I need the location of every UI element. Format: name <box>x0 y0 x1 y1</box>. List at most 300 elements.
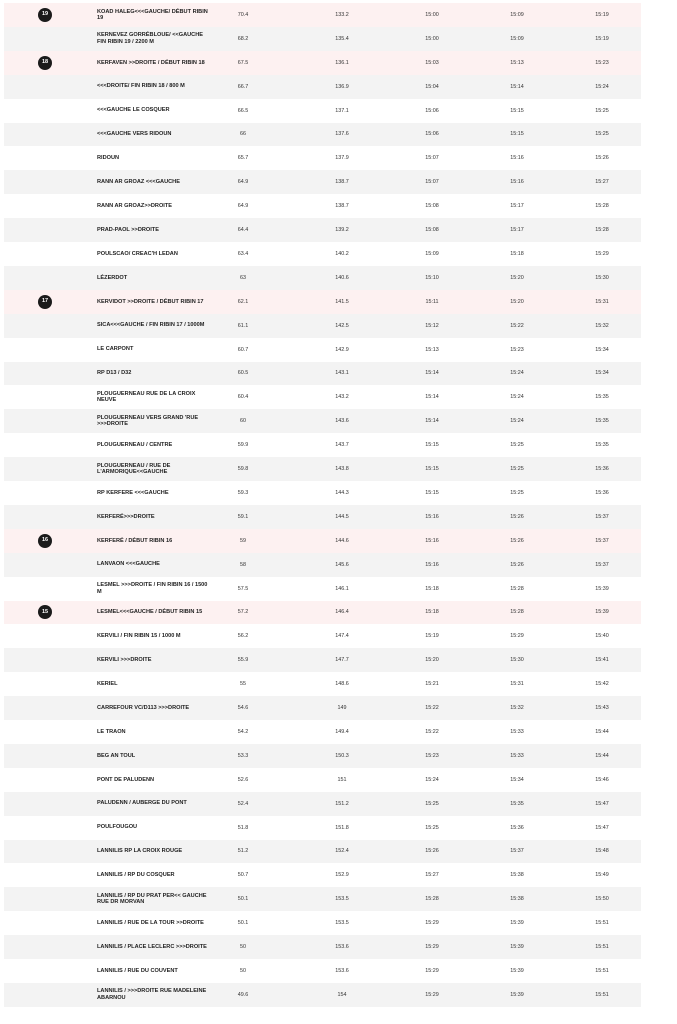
time-2-cell: 15:22 <box>510 322 524 329</box>
ribin-badge-cell <box>36 290 54 314</box>
ribin-badge: 15 <box>38 605 52 619</box>
time-2-cell: 15:29 <box>510 633 524 640</box>
table-row <box>4 792 641 816</box>
time-2-cell: 15:38 <box>510 896 524 903</box>
km-remaining-cell: 50.1 <box>237 896 249 903</box>
ribin-badge: 17 <box>38 295 52 309</box>
table-row <box>4 146 641 170</box>
km-remaining-cell: 60 <box>240 418 246 425</box>
table-row <box>4 577 641 601</box>
time-2-cell: 15:28 <box>510 585 524 592</box>
place-cell: LANNILIS / RUE DE LA TOUR >>DROITE <box>97 919 204 926</box>
km-covered-cell: 152.9 <box>335 872 349 879</box>
km-covered-cell: 136.9 <box>335 83 349 90</box>
km-covered-cell: 137.6 <box>335 131 349 138</box>
table-row <box>4 194 641 218</box>
place-cell: LANNILIS / >>>DROITE RUE MADELEINE ABARNOU <box>97 988 207 1001</box>
ribin-badge-cell <box>36 314 54 338</box>
km-covered-cell: 144.5 <box>335 513 349 520</box>
table-row <box>4 409 641 433</box>
time-3-cell: 15:50 <box>595 896 609 903</box>
km-remaining-cell: 51.8 <box>237 824 249 831</box>
time-1-cell: 15:22 <box>425 728 439 735</box>
ribin-badge-cell <box>36 75 54 99</box>
table-row <box>4 362 641 386</box>
km-covered-cell: 140.2 <box>335 250 349 257</box>
time-3-cell: 15:25 <box>595 131 609 138</box>
km-remaining-cell: 57.2 <box>237 609 249 616</box>
time-1-cell: 15:28 <box>425 896 439 903</box>
place-cell: KERFERÉ / DÉBUT RIBIN 16 <box>97 537 173 544</box>
km-remaining-cell: 70.4 <box>237 11 249 18</box>
km-remaining-cell: 59.3 <box>237 489 249 496</box>
time-1-cell: 15:08 <box>425 203 439 210</box>
table-row <box>4 290 641 314</box>
km-remaining-cell: 56.2 <box>237 633 249 640</box>
km-remaining-cell: 58 <box>240 561 246 568</box>
ribin-badge-cell <box>36 362 54 386</box>
time-1-cell: 15:25 <box>425 824 439 831</box>
time-1-cell: 15:20 <box>425 657 439 664</box>
time-3-cell: 15:36 <box>595 466 609 473</box>
km-remaining-cell: 61.1 <box>237 322 249 329</box>
time-3-cell: 15:48 <box>595 848 609 855</box>
ribin-badge-cell <box>36 577 54 601</box>
km-covered-cell: 138.7 <box>335 203 349 210</box>
time-2-cell: 15:25 <box>510 489 524 496</box>
km-covered-cell: 139.2 <box>335 227 349 234</box>
time-2-cell: 15:14 <box>510 83 524 90</box>
km-remaining-cell: 59.8 <box>237 466 249 473</box>
ribin-badge-cell <box>36 648 54 672</box>
time-1-cell: 15:07 <box>425 155 439 162</box>
table-row <box>4 123 641 147</box>
km-covered-cell: 144.3 <box>335 489 349 496</box>
time-2-cell: 15:15 <box>510 107 524 114</box>
time-3-cell: 15:47 <box>595 824 609 831</box>
time-1-cell: 15:27 <box>425 872 439 879</box>
time-3-cell: 15:37 <box>595 537 609 544</box>
time-3-cell: 15:35 <box>595 418 609 425</box>
place-cell: PONT DE PALUDENN <box>97 776 155 783</box>
ribin-badge-cell <box>36 624 54 648</box>
time-3-cell: 15:51 <box>595 920 609 927</box>
table-row <box>4 266 641 290</box>
place-cell: <<<GAUCHE LE COSQUER <box>97 107 170 114</box>
km-covered-cell: 143.1 <box>335 370 349 377</box>
km-remaining-cell: 57.5 <box>237 585 249 592</box>
table-row <box>4 601 641 625</box>
place-cell: LANNILIS / PLACE LECLERC >>>DROITE <box>97 943 207 950</box>
table-row <box>4 3 641 27</box>
km-remaining-cell: 65.7 <box>237 155 249 162</box>
time-3-cell: 15:30 <box>595 274 609 281</box>
ribin-badge-cell <box>36 768 54 792</box>
km-covered-cell: 152.4 <box>335 848 349 855</box>
time-3-cell: 15:26 <box>595 155 609 162</box>
place-cell: PALUDENN / AUBERGE DU PONT <box>97 800 187 807</box>
time-2-cell: 15:39 <box>510 967 524 974</box>
km-remaining-cell: 66.7 <box>237 83 249 90</box>
time-1-cell: 15:14 <box>425 394 439 401</box>
time-3-cell: 15:19 <box>595 35 609 42</box>
table-row <box>4 433 641 457</box>
ribin-badge-cell <box>36 911 54 935</box>
ribin-badge-cell <box>36 194 54 218</box>
km-remaining-cell: 60.4 <box>237 394 249 401</box>
time-1-cell: 15:14 <box>425 418 439 425</box>
km-remaining-cell: 60.5 <box>237 370 249 377</box>
km-covered-cell: 146.4 <box>335 609 349 616</box>
place-cell: LANNILIS RP LA CROIX ROUGE <box>97 848 183 855</box>
ribin-badge-cell <box>36 887 54 911</box>
ribin-badge-cell <box>36 553 54 577</box>
table-row <box>4 672 641 696</box>
time-2-cell: 15:28 <box>510 609 524 616</box>
km-remaining-cell: 50.1 <box>237 920 249 927</box>
time-1-cell: 15:18 <box>425 585 439 592</box>
table-row <box>4 768 641 792</box>
km-remaining-cell: 52.6 <box>237 776 249 783</box>
ribin-badge-cell <box>36 433 54 457</box>
km-covered-cell: 151 <box>337 776 347 783</box>
time-1-cell: 15:15 <box>425 489 439 496</box>
km-remaining-cell: 64.9 <box>237 179 249 186</box>
ribin-badge-cell <box>36 935 54 959</box>
km-covered-cell: 143.8 <box>335 466 349 473</box>
time-1-cell: 15:03 <box>425 59 439 66</box>
time-3-cell: 15:39 <box>595 585 609 592</box>
time-3-cell: 15:51 <box>595 991 609 998</box>
table-row <box>4 816 641 840</box>
time-2-cell: 15:09 <box>510 11 524 18</box>
km-remaining-cell: 67.5 <box>237 59 249 66</box>
time-1-cell: 15:26 <box>425 848 439 855</box>
time-3-cell: 15:43 <box>595 705 609 712</box>
km-covered-cell: 135.4 <box>335 35 349 42</box>
km-covered-cell: 153.6 <box>335 944 349 951</box>
time-3-cell: 15:46 <box>595 776 609 783</box>
km-remaining-cell: 50 <box>240 967 246 974</box>
time-2-cell: 15:23 <box>510 346 524 353</box>
ribin-badge: 16 <box>38 534 52 548</box>
time-2-cell: 15:09 <box>510 35 524 42</box>
time-3-cell: 15:31 <box>595 298 609 305</box>
table-row <box>4 887 641 911</box>
time-1-cell: 15:29 <box>425 991 439 998</box>
km-remaining-cell: 54.6 <box>237 705 249 712</box>
place-cell: PLOUGUERNEAU / RUE DE L'ARMORIQUE<<GAUCHE <box>97 462 171 476</box>
time-3-cell: 15:34 <box>595 346 609 353</box>
time-3-cell: 15:37 <box>595 561 609 568</box>
time-3-cell: 15:32 <box>595 322 609 329</box>
time-3-cell: 15:47 <box>595 800 609 807</box>
time-1-cell: 15:29 <box>425 967 439 974</box>
km-remaining-cell: 68.2 <box>237 35 249 42</box>
time-2-cell: 15:20 <box>510 274 524 281</box>
time-3-cell: 15:28 <box>595 227 609 234</box>
ribin-badge-cell <box>36 27 54 51</box>
km-covered-cell: 149.4 <box>335 728 349 735</box>
ribin-badge-cell <box>36 696 54 720</box>
km-remaining-cell: 53.3 <box>237 752 249 759</box>
km-remaining-cell: 52.4 <box>237 800 249 807</box>
place-cell: PLOUGUERNEAU RUE DE LA CROIX NEUVE <box>97 390 196 404</box>
ribin-badge-cell <box>36 266 54 290</box>
time-2-cell: 15:24 <box>510 418 524 425</box>
time-3-cell: 15:29 <box>595 250 609 257</box>
place-cell: SICA<<<GAUCHE / FIN RIBIN 17 / 1000M <box>97 322 205 329</box>
time-1-cell: 15:15 <box>425 442 439 449</box>
time-2-cell: 15:16 <box>510 155 524 162</box>
time-1-cell: 15:16 <box>425 561 439 568</box>
km-covered-cell: 137.1 <box>335 107 349 114</box>
time-2-cell: 15:17 <box>510 203 524 210</box>
place-cell: CARREFOUR VC/D113 >>>DROITE <box>97 704 190 711</box>
time-1-cell: 15:12 <box>425 322 439 329</box>
km-remaining-cell: 59.9 <box>237 442 249 449</box>
table-row <box>4 624 641 648</box>
ribin-badge: 19 <box>38 8 52 22</box>
km-remaining-cell: 49.6 <box>237 991 249 998</box>
time-2-cell: 15:24 <box>510 370 524 377</box>
km-covered-cell: 136.1 <box>335 59 349 66</box>
km-remaining-cell: 55.9 <box>237 657 249 664</box>
time-1-cell: 15:24 <box>425 776 439 783</box>
time-3-cell: 15:27 <box>595 179 609 186</box>
km-covered-cell: 138.7 <box>335 179 349 186</box>
time-2-cell: 15:24 <box>510 394 524 401</box>
time-1-cell: 15:22 <box>425 705 439 712</box>
time-2-cell: 15:35 <box>510 800 524 807</box>
km-covered-cell: 148.6 <box>335 681 349 688</box>
km-covered-cell: 150.3 <box>335 752 349 759</box>
km-remaining-cell: 51.2 <box>237 848 249 855</box>
table-row <box>4 935 641 959</box>
ribin-badge-cell <box>36 3 54 27</box>
km-remaining-cell: 60.7 <box>237 346 249 353</box>
ribin-badge-cell <box>36 744 54 768</box>
km-remaining-cell: 55 <box>240 681 246 688</box>
km-covered-cell: 144.6 <box>335 537 349 544</box>
km-remaining-cell: 59.1 <box>237 513 249 520</box>
ribin-badge-cell <box>36 720 54 744</box>
ribin-badge-cell <box>36 505 54 529</box>
km-remaining-cell: 50 <box>240 944 246 951</box>
place-cell: PLOUGUERNEAU VERS GRAND 'RUE >>>DROITE <box>97 414 199 428</box>
ribin-badge-cell <box>36 99 54 123</box>
ribin-badge-cell <box>36 481 54 505</box>
table-row <box>4 648 641 672</box>
table-row <box>4 99 641 123</box>
place-cell: RP D13 / D32 <box>97 370 132 377</box>
table-row <box>4 529 641 553</box>
table-row <box>4 553 641 577</box>
ribin-badge-cell <box>36 816 54 840</box>
ribin-badge-cell <box>36 385 54 409</box>
km-covered-cell: 147.7 <box>335 657 349 664</box>
time-2-cell: 15:30 <box>510 657 524 664</box>
ribin-badge-cell <box>36 242 54 266</box>
ribin-badge-cell <box>36 409 54 433</box>
place-cell: LANVAON <<<GAUCHE <box>97 561 160 568</box>
place-cell: LE CARPONT <box>97 346 134 353</box>
time-1-cell: 15:21 <box>425 681 439 688</box>
km-remaining-cell: 50.7 <box>237 872 249 879</box>
table-row <box>4 505 641 529</box>
table-row <box>4 27 641 51</box>
km-remaining-cell: 64.4 <box>237 227 249 234</box>
km-covered-cell: 147.4 <box>335 633 349 640</box>
place-cell: RIDOUN <box>97 155 120 162</box>
table-row <box>4 983 641 1007</box>
time-2-cell: 15:39 <box>510 944 524 951</box>
time-1-cell: 15:11 <box>425 298 439 305</box>
km-covered-cell: 143.6 <box>335 418 349 425</box>
place-cell: KERFAVEN >>DROITE / DÉBUT RIBIN 18 <box>97 59 205 66</box>
time-1-cell: 15:16 <box>425 537 439 544</box>
km-covered-cell: 154 <box>337 991 347 998</box>
time-1-cell: 15:23 <box>425 752 439 759</box>
time-1-cell: 15:16 <box>425 513 439 520</box>
time-2-cell: 15:38 <box>510 872 524 879</box>
time-1-cell: 15:15 <box>425 466 439 473</box>
km-covered-cell: 142.5 <box>335 322 349 329</box>
time-2-cell: 15:16 <box>510 179 524 186</box>
place-cell: RANN AR GROAZ>>DROITE <box>97 202 173 209</box>
km-remaining-cell: 66.5 <box>237 107 249 114</box>
time-1-cell: 15:10 <box>425 274 439 281</box>
ribin-badge-cell <box>36 123 54 147</box>
place-cell: LÉZERDOT <box>97 274 128 281</box>
table-row <box>4 242 641 266</box>
time-1-cell: 15:19 <box>425 633 439 640</box>
ribin-badge-cell <box>36 146 54 170</box>
place-cell: PRAD-PAOL >>DROITE <box>97 226 159 233</box>
km-remaining-cell: 66 <box>240 131 246 138</box>
table-row <box>4 338 641 362</box>
table-row <box>4 170 641 194</box>
km-covered-cell: 133.2 <box>335 11 349 18</box>
time-1-cell: 15:29 <box>425 920 439 927</box>
time-3-cell: 15:41 <box>595 657 609 664</box>
place-cell: RP KERFERE <<<GAUCHE <box>97 489 169 496</box>
time-3-cell: 15:19 <box>595 11 609 18</box>
table-row <box>4 218 641 242</box>
time-3-cell: 15:36 <box>595 489 609 496</box>
ribin-badge-cell <box>36 601 54 625</box>
km-remaining-cell: 54.2 <box>237 728 249 735</box>
ribin-badge-cell <box>36 338 54 362</box>
ribin-badge-cell <box>36 959 54 983</box>
time-1-cell: 15:00 <box>425 35 439 42</box>
ribin-badge: 18 <box>38 56 52 70</box>
time-1-cell: 15:14 <box>425 370 439 377</box>
km-covered-cell: 146.1 <box>335 585 349 592</box>
table-row <box>4 481 641 505</box>
place-cell: RANN AR GROAZ <<<GAUCHE <box>97 179 180 186</box>
table-row <box>4 720 641 744</box>
place-cell: POULSCAO/ CREAC'H LEDAN <box>97 250 178 257</box>
table-row <box>4 959 641 983</box>
place-cell: PLOUGUERNEAU / CENTRE <box>97 441 173 448</box>
time-3-cell: 15:37 <box>595 513 609 520</box>
place-cell: <<<DROITE/ FIN RIBIN 18 / 800 M <box>97 83 185 90</box>
km-covered-cell: 151.2 <box>335 800 349 807</box>
table-row <box>4 51 641 75</box>
time-3-cell: 15:51 <box>595 944 609 951</box>
place-cell: KERVILI / FIN RIBIN 15 / 1000 M <box>97 633 181 640</box>
km-covered-cell: 153.5 <box>335 920 349 927</box>
time-1-cell: 15:00 <box>425 11 439 18</box>
table-row <box>4 744 641 768</box>
ribin-badge-cell <box>36 457 54 481</box>
ribin-badge-cell <box>36 672 54 696</box>
place-cell: LESMEL >>>DROITE / FIN RIBIN 16 / 1500 M <box>97 582 208 595</box>
time-3-cell: 15:23 <box>595 59 609 66</box>
time-2-cell: 15:34 <box>510 776 524 783</box>
time-3-cell: 15:44 <box>595 752 609 759</box>
km-covered-cell: 143.2 <box>335 394 349 401</box>
place-cell: KERFERÉ>>>DROITE <box>97 513 155 520</box>
place-cell: KERVIDOT >>DROITE / DÉBUT RIBIN 17 <box>97 298 204 305</box>
place-cell: KERNEVEZ GORRÉBLOUE/ <<GAUCHE FIN RIBIN 19 / 2200 M <box>97 32 203 45</box>
time-1-cell: 15:18 <box>425 609 439 616</box>
km-remaining-cell: 64.9 <box>237 203 249 210</box>
km-remaining-cell: 63.4 <box>237 250 249 257</box>
place-cell: LESMEL<<<GAUCHE / DÉBUT RIBIN 15 <box>97 609 203 616</box>
place-cell: BEG AN TOUL <box>97 752 136 759</box>
time-2-cell: 15:32 <box>510 705 524 712</box>
time-1-cell: 15:13 <box>425 346 439 353</box>
time-2-cell: 15:33 <box>510 752 524 759</box>
ribin-badge-cell <box>36 983 54 1007</box>
time-2-cell: 15:25 <box>510 466 524 473</box>
time-1-cell: 15:06 <box>425 131 439 138</box>
ribin-badge-cell <box>36 170 54 194</box>
time-2-cell: 15:26 <box>510 537 524 544</box>
km-covered-cell: 141.5 <box>335 298 349 305</box>
time-2-cell: 15:20 <box>510 298 524 305</box>
time-2-cell: 15:37 <box>510 848 524 855</box>
time-2-cell: 15:26 <box>510 513 524 520</box>
time-2-cell: 15:17 <box>510 227 524 234</box>
km-covered-cell: 149 <box>337 705 347 712</box>
time-3-cell: 15:28 <box>595 203 609 210</box>
place-cell: KOAD HALEG<<<GAUCHE/ DÉBUT RIBIN 19 <box>97 8 208 21</box>
place-cell: LE TRAON <box>97 728 126 735</box>
time-2-cell: 15:36 <box>510 824 524 831</box>
ribin-badge-cell <box>36 840 54 864</box>
time-3-cell: 15:25 <box>595 107 609 114</box>
ribin-badge-cell <box>36 529 54 553</box>
km-remaining-cell: 59 <box>240 537 246 544</box>
table-row <box>4 314 641 338</box>
time-1-cell: 15:29 <box>425 944 439 951</box>
table-row <box>4 457 641 481</box>
time-2-cell: 15:25 <box>510 442 524 449</box>
time-2-cell: 15:13 <box>510 59 524 66</box>
time-2-cell: 15:33 <box>510 728 524 735</box>
km-covered-cell: 143.7 <box>335 442 349 449</box>
time-2-cell: 15:31 <box>510 681 524 688</box>
ribin-badge-cell <box>36 218 54 242</box>
time-1-cell: 15:25 <box>425 800 439 807</box>
table-row <box>4 863 641 887</box>
time-3-cell: 15:39 <box>595 609 609 616</box>
time-2-cell: 15:39 <box>510 991 524 998</box>
ribin-badge-cell <box>36 51 54 75</box>
